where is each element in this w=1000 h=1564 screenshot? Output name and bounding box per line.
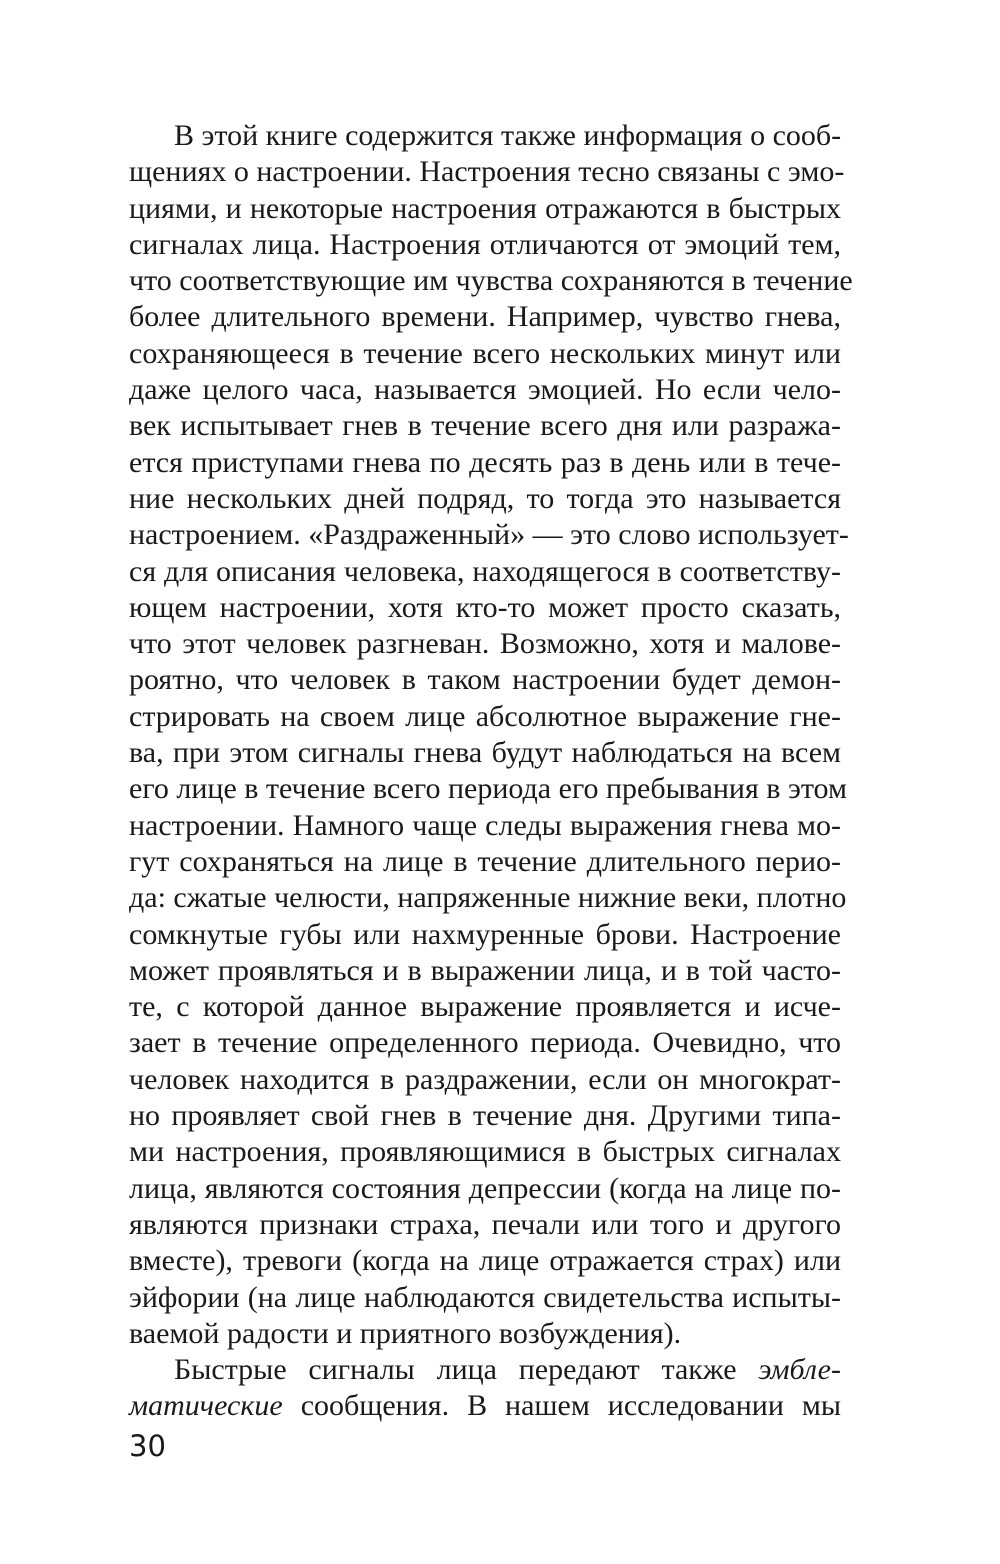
text-line: может проявляться и в выражении лица, и в той часто-: [129, 953, 841, 987]
text-line: сигналах лица. Настроения отличаются от эмоций тем,: [129, 227, 841, 261]
text-line: являются признаки страха, печали или того и другого: [129, 1207, 841, 1241]
text-line: вместе), тревоги (когда на лице отражается страх) или: [129, 1244, 841, 1278]
text-line: [129, 1352, 841, 1388]
text-line: ется приступами гнева по десять раз в день или в тече-: [129, 445, 841, 479]
text-segment: сообщения. В нашем исследовании мы: [282, 1389, 841, 1423]
text-line: сомкнутые губы или нахмуренные брови. Настроение: [129, 917, 841, 951]
italic-term: эмбле-: [758, 1353, 841, 1387]
text-line: век испытывает гнев в течение всего дня или разража-: [129, 409, 841, 443]
text-line: настроении. Намного чаще следы выражения гнева мо-: [129, 808, 841, 842]
text-line: лица, являются состояния депрессии (когда на лице по-: [129, 1171, 841, 1205]
text-line: те, с которой данное выражение проявляется и исче-: [129, 990, 841, 1024]
text-line: циями, и некоторые настроения отражаются в быстрых: [129, 191, 841, 225]
text-line: но проявляет свой гнев в течение дня. Другими типа-: [129, 1099, 841, 1133]
text-line: стрировать на своем лице абсолютное выражение гне-: [129, 699, 841, 733]
page-number: 30: [129, 1429, 166, 1463]
text-line: настроением. «Раздраженный» — это слово использует-: [129, 518, 849, 552]
text-line: ся для описания человека, находящегося в соответству-: [129, 554, 841, 588]
text-line: что соответствующие им чувства сохраняются в течение: [129, 264, 853, 298]
text-line: ние нескольких дней подряд, то тогда это называется: [129, 481, 841, 515]
text-line: сохраняющееся в течение всего нескольких минут или: [129, 336, 841, 370]
text-line: ми настроения, проявляющимися в быстрых сигналах: [129, 1135, 841, 1169]
text-line: более длительного времени. Например, чувство гнева,: [129, 300, 841, 334]
body-text: [129, 118, 853, 1425]
paragraph-moods: [129, 118, 853, 1352]
text-line: ва, при этом сигналы гнева будут наблюдаться на всем: [129, 736, 841, 770]
text-line: В этой книге содержится также информация о сооб-: [174, 119, 842, 152]
text-line: даже целого часа, называется эмоцией. Но если чело-: [129, 373, 841, 407]
text-line: [129, 1388, 841, 1424]
italic-term: матические: [129, 1389, 283, 1423]
text-line: человек находится в раздражении, если он многократ-: [129, 1062, 841, 1096]
text-line: ваемой радости и приятного возбуждения).: [129, 1316, 682, 1350]
text-line: роятно, что человек в таком настроении будет демон-: [129, 663, 841, 697]
text-line: да: сжатые челюсти, напряженные нижние веки, плотно: [129, 881, 847, 915]
text-line: его лице в течение всего периода его пребывания в этом: [129, 772, 847, 806]
text-line: эйфории (на лице наблюдаются свидетельства испыты-: [129, 1280, 841, 1314]
text-segment: Быстрые сигналы лица передают также: [174, 1353, 759, 1387]
text-line: щениях о настроении. Настроения тесно связаны с эмо-: [129, 155, 845, 189]
text-line: зает в течение определенного периода. Очевидно, что: [129, 1026, 841, 1060]
text-line: что этот человек разгневан. Возможно, хотя и малове-: [129, 627, 841, 661]
text-line: ющем настроении, хотя кто-то может просто сказать,: [129, 590, 841, 624]
text-line: гут сохраняться на лице в течение длительного перио-: [129, 844, 841, 878]
paragraph-emblematic: [129, 1352, 841, 1425]
